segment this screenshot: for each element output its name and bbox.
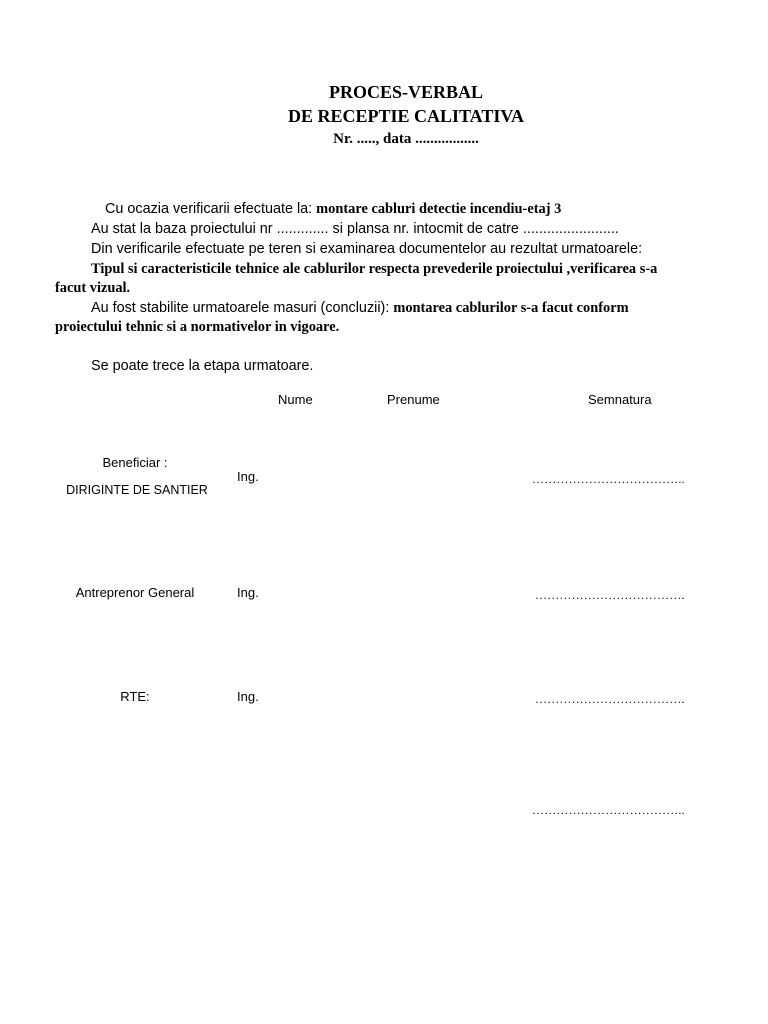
role-diriginte: DIRIGINTE DE SANTIER [66,483,208,497]
paragraph-next-stage: Se poate trece la etapa urmatoare. [91,358,314,374]
paragraph-conclusions [91,299,629,318]
row-1-title: Ing. [237,469,259,484]
row-2-signature-line: ………………………………. [535,588,685,602]
verification-label: Cu ocazia verificarii efectuate la: [105,201,317,217]
document-title: PROCES-VERBAL [328,82,484,102]
column-header-nume: Nume [278,392,313,407]
row-3-title: Ing. [237,689,259,704]
paragraph-project-basis: Au stat la baza proiectului nr ............. si plansa nr. intocmit de catre ........................ [91,221,619,237]
conclusions-text: montarea cablurilor s-a facut conform [393,300,629,316]
conclusions-label: Au fost stabilite urmatoarele masuri (concluzii): [91,300,394,316]
row-1-signature-line: ……………………………….. [532,472,685,486]
role-rte: RTE: [120,689,150,704]
role-antreprenor: Antreprenor General [75,585,195,600]
paragraph-findings-line2: facut vizual. [55,280,131,296]
column-header-semnatura: Semnatura [588,392,652,407]
paragraph-findings-line1: Tipul si caracteristicile tehnice ale cablurilor respecta prevederile proiectului ,verificarea s-a [91,261,658,277]
paragraph-verification [105,200,561,219]
row-2-title: Ing. [237,585,259,600]
row-4-signature-line: ……………………………….. [532,803,685,817]
paragraph-conclusions-cont: proiectului tehnic si a normativelor in vigoare. [55,319,340,335]
verification-object: montare cabluri detectie incendiu-etaj 3 [316,201,562,217]
column-header-prenume: Prenume [387,392,440,407]
row-3-signature-line: ………………………………. [535,692,685,706]
document-number-date: Nr. ....., data ................. [333,131,479,147]
document-subtitle: DE RECEPTIE CALITATIVA [287,106,525,126]
role-beneficiar: Beneficiar : [102,455,168,470]
paragraph-findings-intro: Din verificarile efectuate pe teren si examinarea documentelor au rezultat urmatoarele: [91,241,643,257]
